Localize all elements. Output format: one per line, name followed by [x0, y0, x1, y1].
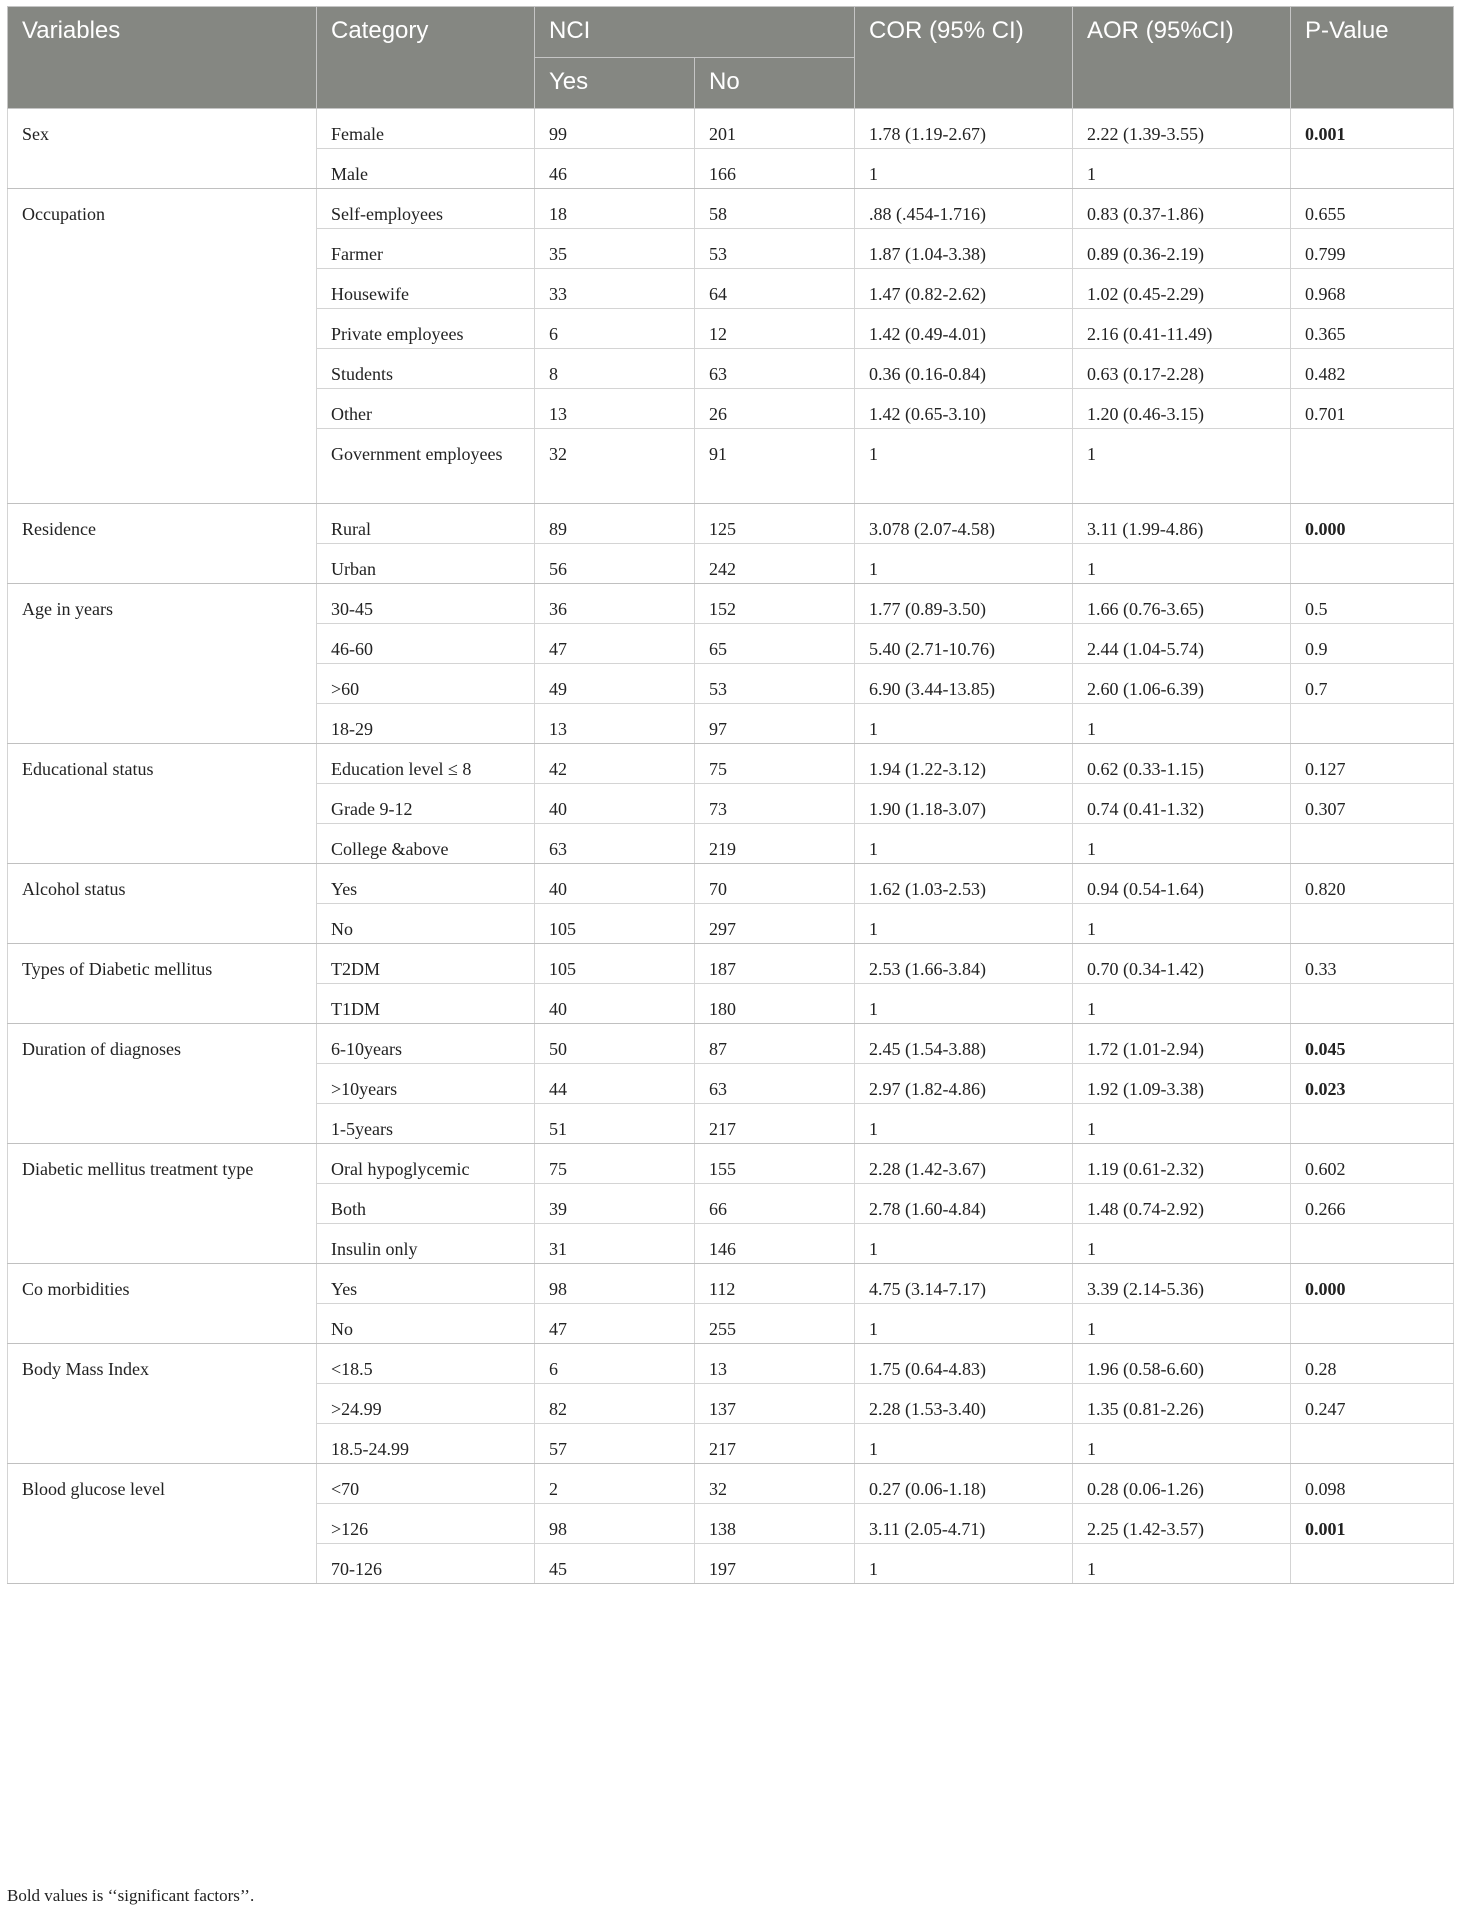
cor-cell: 1.78 (1.19-2.67) [855, 109, 1073, 149]
yes-cell: 89 [535, 504, 695, 544]
yes-cell: 45 [535, 1544, 695, 1584]
yes-cell: 56 [535, 544, 695, 584]
p-cell: 0.482 [1291, 349, 1454, 389]
header-variables: Variables [8, 7, 317, 109]
category-cell: Male [317, 149, 535, 189]
header-nci: NCI [535, 7, 855, 58]
cor-cell: 1 [855, 544, 1073, 584]
no-cell: 58 [695, 189, 855, 229]
table-row [8, 864, 1454, 904]
yes-cell: 98 [535, 1504, 695, 1544]
category-cell: Government employees [317, 429, 535, 504]
yes-cell: 44 [535, 1064, 695, 1104]
no-cell: 87 [695, 1024, 855, 1064]
no-cell: 63 [695, 349, 855, 389]
cor-cell: 1 [855, 1544, 1073, 1584]
aor-cell: 1.96 (0.58-6.60) [1073, 1344, 1291, 1384]
cor-cell: 1.62 (1.03-2.53) [855, 864, 1073, 904]
cor-cell: 1 [855, 904, 1073, 944]
no-cell: 53 [695, 664, 855, 704]
cor-cell: 1.77 (0.89-3.50) [855, 584, 1073, 624]
no-cell: 217 [695, 1104, 855, 1144]
aor-cell: 1.20 (0.46-3.15) [1073, 389, 1291, 429]
aor-cell: 1 [1073, 1104, 1291, 1144]
yes-cell: 40 [535, 864, 695, 904]
p-cell [1291, 824, 1454, 864]
aor-cell: 1 [1073, 824, 1291, 864]
cor-cell: 0.27 (0.06-1.18) [855, 1464, 1073, 1504]
yes-cell: 36 [535, 584, 695, 624]
p-cell [1291, 1224, 1454, 1264]
header-p-value: P-Value [1291, 7, 1454, 109]
yes-cell: 39 [535, 1184, 695, 1224]
cor-cell: 1 [855, 1224, 1073, 1264]
aor-cell: 1 [1073, 1544, 1291, 1584]
aor-cell: 1.66 (0.76-3.65) [1073, 584, 1291, 624]
p-cell: 0.045 [1291, 1024, 1454, 1064]
cor-cell: 1.42 (0.49-4.01) [855, 309, 1073, 349]
yes-cell: 50 [535, 1024, 695, 1064]
p-cell [1291, 1424, 1454, 1464]
cor-cell: 1.42 (0.65-3.10) [855, 389, 1073, 429]
p-cell: 0.602 [1291, 1144, 1454, 1184]
category-cell: 18.5-24.99 [317, 1424, 535, 1464]
no-cell: 219 [695, 824, 855, 864]
p-cell: 0.28 [1291, 1344, 1454, 1384]
no-cell: 297 [695, 904, 855, 944]
yes-cell: 46 [535, 149, 695, 189]
category-cell: >10years [317, 1064, 535, 1104]
aor-cell: 1 [1073, 704, 1291, 744]
aor-cell: 1 [1073, 904, 1291, 944]
table-body [8, 109, 1454, 1584]
variable-cell: Diabetic mellitus treatment type [8, 1144, 317, 1264]
category-cell: No [317, 1304, 535, 1344]
category-cell: Female [317, 109, 535, 149]
aor-cell: 2.16 (0.41-11.49) [1073, 309, 1291, 349]
no-cell: 180 [695, 984, 855, 1024]
yes-cell: 98 [535, 1264, 695, 1304]
no-cell: 75 [695, 744, 855, 784]
no-cell: 155 [695, 1144, 855, 1184]
category-cell: Farmer [317, 229, 535, 269]
table-row [8, 1264, 1454, 1304]
cor-cell: 3.11 (2.05-4.71) [855, 1504, 1073, 1544]
aor-cell: 2.60 (1.06-6.39) [1073, 664, 1291, 704]
cor-cell: 1 [855, 824, 1073, 864]
yes-cell: 40 [535, 784, 695, 824]
no-cell: 197 [695, 1544, 855, 1584]
cor-cell: 1 [855, 429, 1073, 504]
yes-cell: 63 [535, 824, 695, 864]
category-cell: College &above [317, 824, 535, 864]
yes-cell: 6 [535, 1344, 695, 1384]
cor-cell: 2.78 (1.60-4.84) [855, 1184, 1073, 1224]
header-category: Category [317, 7, 535, 109]
category-cell: 6-10years [317, 1024, 535, 1064]
table-row [8, 1344, 1454, 1384]
yes-cell: 47 [535, 624, 695, 664]
no-cell: 152 [695, 584, 855, 624]
variable-cell: Age in years [8, 584, 317, 744]
no-cell: 63 [695, 1064, 855, 1104]
aor-cell: 1 [1073, 149, 1291, 189]
aor-cell: 1 [1073, 1224, 1291, 1264]
results-table [7, 6, 1454, 1584]
p-cell: 0.5 [1291, 584, 1454, 624]
variable-cell: Blood glucose level [8, 1464, 317, 1584]
p-cell: 0.820 [1291, 864, 1454, 904]
aor-cell: 0.28 (0.06-1.26) [1073, 1464, 1291, 1504]
category-cell: Oral hypoglycemic [317, 1144, 535, 1184]
no-cell: 137 [695, 1384, 855, 1424]
cor-cell: 4.75 (3.14-7.17) [855, 1264, 1073, 1304]
p-cell: 0.247 [1291, 1384, 1454, 1424]
yes-cell: 35 [535, 229, 695, 269]
aor-cell: 1.19 (0.61-2.32) [1073, 1144, 1291, 1184]
variable-cell: Alcohol status [8, 864, 317, 944]
p-cell [1291, 429, 1454, 504]
category-cell: 30-45 [317, 584, 535, 624]
no-cell: 97 [695, 704, 855, 744]
no-cell: 64 [695, 269, 855, 309]
category-cell: 18-29 [317, 704, 535, 744]
category-cell: T2DM [317, 944, 535, 984]
p-cell: 0.000 [1291, 504, 1454, 544]
category-cell: Both [317, 1184, 535, 1224]
aor-cell: 0.62 (0.33-1.15) [1073, 744, 1291, 784]
no-cell: 146 [695, 1224, 855, 1264]
cor-cell: 2.53 (1.66-3.84) [855, 944, 1073, 984]
table-row [8, 584, 1454, 624]
category-cell: >24.99 [317, 1384, 535, 1424]
no-cell: 125 [695, 504, 855, 544]
cor-cell: 1.94 (1.22-3.12) [855, 744, 1073, 784]
p-cell [1291, 1304, 1454, 1344]
category-cell: Yes [317, 864, 535, 904]
aor-cell: 1 [1073, 1424, 1291, 1464]
cor-cell: 2.97 (1.82-4.86) [855, 1064, 1073, 1104]
yes-cell: 8 [535, 349, 695, 389]
yes-cell: 40 [535, 984, 695, 1024]
aor-cell: 2.25 (1.42-3.57) [1073, 1504, 1291, 1544]
table-row [8, 109, 1454, 149]
no-cell: 32 [695, 1464, 855, 1504]
category-cell: <18.5 [317, 1344, 535, 1384]
cor-cell: 1 [855, 1304, 1073, 1344]
variable-cell: Occupation [8, 189, 317, 504]
cor-cell: 1 [855, 1424, 1073, 1464]
category-cell: No [317, 904, 535, 944]
table-row [8, 944, 1454, 984]
aor-cell: 1.02 (0.45-2.29) [1073, 269, 1291, 309]
aor-cell: 2.44 (1.04-5.74) [1073, 624, 1291, 664]
aor-cell: 1.35 (0.81-2.26) [1073, 1384, 1291, 1424]
cor-cell: .88 (.454-1.716) [855, 189, 1073, 229]
cor-cell: 0.36 (0.16-0.84) [855, 349, 1073, 389]
table-row [8, 744, 1454, 784]
yes-cell: 18 [535, 189, 695, 229]
aor-cell: 0.74 (0.41-1.32) [1073, 784, 1291, 824]
yes-cell: 99 [535, 109, 695, 149]
category-cell: 1-5years [317, 1104, 535, 1144]
no-cell: 66 [695, 1184, 855, 1224]
no-cell: 255 [695, 1304, 855, 1344]
no-cell: 166 [695, 149, 855, 189]
no-cell: 242 [695, 544, 855, 584]
aor-cell: 3.11 (1.99-4.86) [1073, 504, 1291, 544]
p-cell [1291, 704, 1454, 744]
cor-cell: 1.87 (1.04-3.38) [855, 229, 1073, 269]
cor-cell: 5.40 (2.71-10.76) [855, 624, 1073, 664]
no-cell: 73 [695, 784, 855, 824]
category-cell: Housewife [317, 269, 535, 309]
p-cell: 0.266 [1291, 1184, 1454, 1224]
aor-cell: 0.89 (0.36-2.19) [1073, 229, 1291, 269]
aor-cell: 1 [1073, 429, 1291, 504]
yes-cell: 51 [535, 1104, 695, 1144]
category-cell: Other [317, 389, 535, 429]
p-cell [1291, 1544, 1454, 1584]
p-cell: 0.968 [1291, 269, 1454, 309]
variable-cell: Types of Diabetic mellitus [8, 944, 317, 1024]
yes-cell: 13 [535, 389, 695, 429]
p-cell: 0.307 [1291, 784, 1454, 824]
header-cor: COR (95% CI) [855, 7, 1073, 109]
p-cell: 0.365 [1291, 309, 1454, 349]
header-aor: AOR (95%CI) [1073, 7, 1291, 109]
category-cell: >60 [317, 664, 535, 704]
table-row [8, 189, 1454, 229]
no-cell: 65 [695, 624, 855, 664]
aor-cell: 0.94 (0.54-1.64) [1073, 864, 1291, 904]
category-cell: Rural [317, 504, 535, 544]
cor-cell: 1 [855, 1104, 1073, 1144]
header-nci-no: No [695, 58, 855, 109]
category-cell: <70 [317, 1464, 535, 1504]
p-cell: 0.001 [1291, 109, 1454, 149]
no-cell: 187 [695, 944, 855, 984]
table-row [8, 1464, 1454, 1504]
yes-cell: 47 [535, 1304, 695, 1344]
p-cell [1291, 1104, 1454, 1144]
no-cell: 201 [695, 109, 855, 149]
no-cell: 217 [695, 1424, 855, 1464]
yes-cell: 42 [535, 744, 695, 784]
category-cell: T1DM [317, 984, 535, 1024]
category-cell: Education level ≤ 8 [317, 744, 535, 784]
category-cell: Yes [317, 1264, 535, 1304]
table-row [8, 504, 1454, 544]
no-cell: 12 [695, 309, 855, 349]
variable-cell: Body Mass Index [8, 1344, 317, 1464]
p-cell: 0.33 [1291, 944, 1454, 984]
cor-cell: 6.90 (3.44-13.85) [855, 664, 1073, 704]
p-cell [1291, 544, 1454, 584]
results-table-container [7, 6, 1453, 1584]
yes-cell: 82 [535, 1384, 695, 1424]
table-header [8, 7, 1454, 109]
p-cell: 0.655 [1291, 189, 1454, 229]
variable-cell: Educational status [8, 744, 317, 864]
yes-cell: 6 [535, 309, 695, 349]
p-cell: 0.023 [1291, 1064, 1454, 1104]
yes-cell: 2 [535, 1464, 695, 1504]
category-cell: >126 [317, 1504, 535, 1544]
cor-cell: 2.28 (1.42-3.67) [855, 1144, 1073, 1184]
aor-cell: 0.70 (0.34-1.42) [1073, 944, 1291, 984]
no-cell: 13 [695, 1344, 855, 1384]
aor-cell: 1.72 (1.01-2.94) [1073, 1024, 1291, 1064]
header-nci-yes: Yes [535, 58, 695, 109]
yes-cell: 57 [535, 1424, 695, 1464]
p-cell: 0.701 [1291, 389, 1454, 429]
aor-cell: 3.39 (2.14-5.36) [1073, 1264, 1291, 1304]
no-cell: 138 [695, 1504, 855, 1544]
p-cell: 0.000 [1291, 1264, 1454, 1304]
aor-cell: 1 [1073, 1304, 1291, 1344]
cor-cell: 2.45 (1.54-3.88) [855, 1024, 1073, 1064]
aor-cell: 1.48 (0.74-2.92) [1073, 1184, 1291, 1224]
yes-cell: 75 [535, 1144, 695, 1184]
p-cell: 0.098 [1291, 1464, 1454, 1504]
no-cell: 91 [695, 429, 855, 504]
p-cell: 0.127 [1291, 744, 1454, 784]
p-cell [1291, 904, 1454, 944]
category-cell: 70-126 [317, 1544, 535, 1584]
aor-cell: 0.63 (0.17-2.28) [1073, 349, 1291, 389]
cor-cell: 2.28 (1.53-3.40) [855, 1384, 1073, 1424]
cor-cell: 1.90 (1.18-3.07) [855, 784, 1073, 824]
variable-cell: Co morbidities [8, 1264, 317, 1344]
no-cell: 26 [695, 389, 855, 429]
table-row [8, 1024, 1454, 1064]
cor-cell: 1.75 (0.64-4.83) [855, 1344, 1073, 1384]
aor-cell: 1 [1073, 984, 1291, 1024]
category-cell: Students [317, 349, 535, 389]
p-cell: 0.9 [1291, 624, 1454, 664]
aor-cell: 0.83 (0.37-1.86) [1073, 189, 1291, 229]
cor-cell: 1.47 (0.82-2.62) [855, 269, 1073, 309]
yes-cell: 105 [535, 944, 695, 984]
aor-cell: 1.92 (1.09-3.38) [1073, 1064, 1291, 1104]
category-cell: 46-60 [317, 624, 535, 664]
p-cell [1291, 984, 1454, 1024]
p-cell: 0.001 [1291, 1504, 1454, 1544]
category-cell: Urban [317, 544, 535, 584]
p-cell: 0.7 [1291, 664, 1454, 704]
category-cell: Private employees [317, 309, 535, 349]
yes-cell: 33 [535, 269, 695, 309]
cor-cell: 1 [855, 704, 1073, 744]
aor-cell: 2.22 (1.39-3.55) [1073, 109, 1291, 149]
yes-cell: 31 [535, 1224, 695, 1264]
variable-cell: Residence [8, 504, 317, 584]
category-cell: Self-employees [317, 189, 535, 229]
table-row [8, 1144, 1454, 1184]
cor-cell: 1 [855, 984, 1073, 1024]
no-cell: 53 [695, 229, 855, 269]
yes-cell: 105 [535, 904, 695, 944]
no-cell: 70 [695, 864, 855, 904]
p-cell: 0.799 [1291, 229, 1454, 269]
cor-cell: 3.078 (2.07-4.58) [855, 504, 1073, 544]
category-cell: Insulin only [317, 1224, 535, 1264]
yes-cell: 49 [535, 664, 695, 704]
table-footnote: Bold values is ‘‘significant factors’’. [7, 1886, 255, 1905]
cor-cell: 1 [855, 149, 1073, 189]
variable-cell: Sex [8, 109, 317, 189]
yes-cell: 32 [535, 429, 695, 504]
variable-cell: Duration of diagnoses [8, 1024, 317, 1144]
no-cell: 112 [695, 1264, 855, 1304]
p-cell [1291, 149, 1454, 189]
yes-cell: 13 [535, 704, 695, 744]
aor-cell: 1 [1073, 544, 1291, 584]
category-cell: Grade 9-12 [317, 784, 535, 824]
